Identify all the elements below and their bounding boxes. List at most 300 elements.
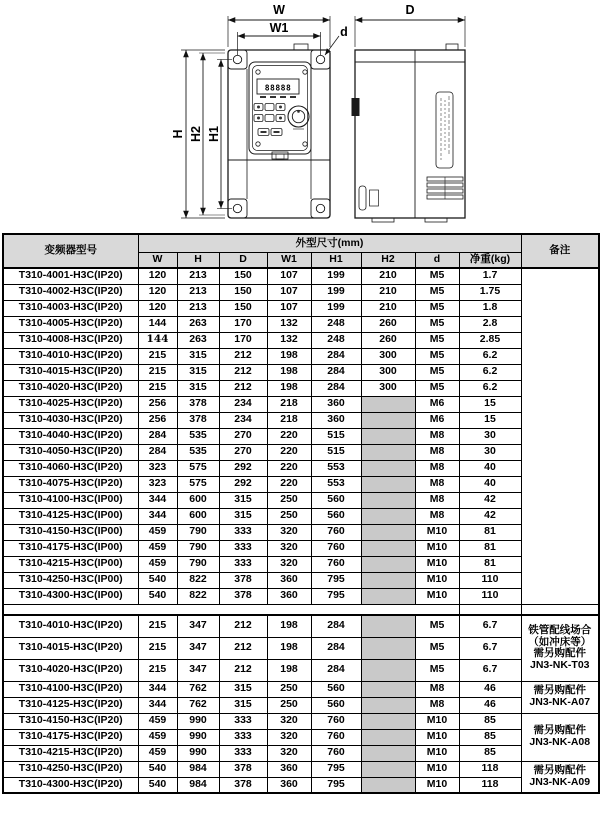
dim-cell: 990: [177, 745, 219, 761]
dim-label-w: W: [273, 3, 285, 17]
remark-line: JN3-NK-A08: [529, 736, 591, 748]
dim-label-h2: H2: [189, 126, 203, 142]
table-row: [3, 348, 599, 364]
dim-label-h1: H1: [207, 126, 221, 142]
dim-cell: 270: [219, 428, 267, 444]
dim-cell: M10: [415, 729, 459, 745]
model-cell: T310-4150-H3C(IP20): [3, 713, 138, 729]
weight-cell: 46: [459, 697, 521, 713]
dim-cell: [361, 681, 415, 697]
dim-label-w1: W1: [269, 21, 289, 35]
dim-cell: [361, 588, 415, 604]
side-view-dimensions: [355, 3, 465, 47]
dim-cell: M10: [415, 745, 459, 761]
dim-cell: 284: [311, 348, 361, 364]
dim-cell: 198: [267, 637, 311, 659]
dim-cell: 360: [267, 572, 311, 588]
table-row: [3, 713, 599, 729]
model-cell: T310-4025-H3C(IP20): [3, 396, 138, 412]
dim-cell: 284: [138, 428, 177, 444]
dim-cell: [361, 777, 415, 793]
table-row: [3, 316, 599, 332]
dim-cell: [361, 524, 415, 540]
table-row: [3, 659, 599, 681]
dim-cell: 575: [177, 460, 219, 476]
dim-cell: 320: [267, 556, 311, 572]
table-row: [3, 615, 599, 637]
dim-cell: 344: [138, 492, 177, 508]
model-cell: T310-4100-H3C(IP20): [3, 681, 138, 697]
weight-cell: 81: [459, 540, 521, 556]
dim-cell: 213: [177, 284, 219, 300]
dim-cell: 762: [177, 697, 219, 713]
dim-cell: 198: [267, 615, 311, 637]
model-cell: T310-4125-H3C(IP00): [3, 508, 138, 524]
dim-cell: 250: [267, 697, 311, 713]
model-cell: T310-4020-H3C(IP20): [3, 380, 138, 396]
model-cell: T310-4050-H3C(IP20): [3, 444, 138, 460]
dim-cell: 120: [138, 268, 177, 284]
dim-cell: 199: [311, 268, 361, 284]
dim-cell: 360: [267, 588, 311, 604]
model-cell: T310-4001-H3C(IP20): [3, 268, 138, 284]
model-cell: T310-4150-H3C(IP00): [3, 524, 138, 540]
dim-cell: 212: [219, 348, 267, 364]
dim-cell: 315: [177, 380, 219, 396]
table-row: [3, 761, 599, 777]
dim-cell: [361, 508, 415, 524]
dim-cell: [361, 713, 415, 729]
weight-cell: 6.7: [459, 637, 521, 659]
dim-column-header: d: [415, 252, 459, 268]
weight-cell: 40: [459, 460, 521, 476]
dim-cell: 459: [138, 540, 177, 556]
dim-cell: 459: [138, 713, 177, 729]
dim-cell: 198: [267, 659, 311, 681]
model-cell: T310-4300-H3C(IP00): [3, 588, 138, 604]
model-cell: T310-4075-H3C(IP20): [3, 476, 138, 492]
dim-cell: 990: [177, 713, 219, 729]
dim-cell: M5: [415, 380, 459, 396]
dim-cell: [361, 637, 415, 659]
dim-cell: [361, 615, 415, 637]
dim-column-header: D: [219, 252, 267, 268]
dim-cell: 198: [267, 364, 311, 380]
weight-cell: 30: [459, 444, 521, 460]
model-cell: T310-4005-H3C(IP20): [3, 316, 138, 332]
dim-cell: 250: [267, 681, 311, 697]
dim-cell: M6: [415, 412, 459, 428]
header-row: [3, 234, 599, 252]
weight-cell: 2.8: [459, 316, 521, 332]
dim-cell: 284: [311, 364, 361, 380]
weight-cell: 110: [459, 588, 521, 604]
dim-cell: 300: [361, 348, 415, 364]
model-cell: T310-4002-H3C(IP20): [3, 284, 138, 300]
model-cell: T310-4175-H3C(IP00): [3, 540, 138, 556]
dim-cell: 459: [138, 556, 177, 572]
table-row: [3, 412, 599, 428]
dim-cell: 540: [138, 572, 177, 588]
dim-cell: 213: [177, 268, 219, 284]
remark-line: JN3-NK-A07: [529, 696, 591, 708]
dim-label-d-hole: d: [340, 25, 348, 39]
table-row: [3, 476, 599, 492]
dim-cell: 212: [219, 637, 267, 659]
dim-cell: 540: [138, 777, 177, 793]
table-row: [3, 444, 599, 460]
dim-cell: 760: [311, 729, 361, 745]
table-row: [3, 556, 599, 572]
table-row: [3, 745, 599, 761]
table-row: [3, 300, 599, 316]
remark-cell: [521, 761, 599, 793]
dim-cell: 560: [311, 681, 361, 697]
dim-cell: 762: [177, 681, 219, 697]
dim-cell: M5: [415, 332, 459, 348]
dim-cell: M5: [415, 284, 459, 300]
dim-cell: 553: [311, 476, 361, 492]
dim-cell: 760: [311, 556, 361, 572]
dim-cell: 120: [138, 284, 177, 300]
dim-cell: 220: [267, 476, 311, 492]
dim-column-header: H: [177, 252, 219, 268]
table-body: [3, 268, 599, 793]
dim-cell: 540: [138, 588, 177, 604]
dim-cell: 212: [219, 364, 267, 380]
weight-cell: 2.85: [459, 332, 521, 348]
dim-cell: 323: [138, 476, 177, 492]
dim-cell: 378: [219, 588, 267, 604]
dim-cell: 215: [138, 637, 177, 659]
dim-cell: 210: [361, 284, 415, 300]
model-cell: T310-4250-H3C(IP20): [3, 761, 138, 777]
dim-cell: [361, 412, 415, 428]
weight-column-header: 净重(kg): [459, 252, 521, 268]
dim-cell: M10: [415, 588, 459, 604]
dim-cell: 212: [219, 380, 267, 396]
dim-cell: 107: [267, 300, 311, 316]
weight-cell: 118: [459, 761, 521, 777]
dim-cell: 795: [311, 777, 361, 793]
dim-cell: 553: [311, 460, 361, 476]
dim-column-header: H1: [311, 252, 361, 268]
dim-cell: M6: [415, 396, 459, 412]
dim-cell: 215: [138, 659, 177, 681]
dim-cell: 250: [267, 508, 311, 524]
weight-cell: 42: [459, 508, 521, 524]
model-cell: T310-4020-H3C(IP20): [3, 659, 138, 681]
dimensions-table: [2, 233, 600, 794]
dim-cell: 320: [267, 540, 311, 556]
model-cell: T310-4008-H3C(IP20): [3, 332, 138, 348]
dim-cell: 270: [219, 444, 267, 460]
dim-cell: 360: [267, 761, 311, 777]
dim-cell: [361, 729, 415, 745]
dim-cell: 790: [177, 524, 219, 540]
dim-cell: 459: [138, 524, 177, 540]
table-row: [3, 508, 599, 524]
dim-cell: 760: [311, 713, 361, 729]
dim-cell: 248: [311, 316, 361, 332]
dim-cell: 144: [138, 316, 177, 332]
dim-cell: M5: [415, 300, 459, 316]
dim-cell: 560: [311, 508, 361, 524]
dim-cell: 333: [219, 524, 267, 540]
remark-line: 需另购配件: [533, 764, 586, 777]
table-row: [3, 428, 599, 444]
dim-cell: 347: [177, 615, 219, 637]
dim-cell: 292: [219, 476, 267, 492]
table-row: [3, 396, 599, 412]
dim-cell: 360: [311, 412, 361, 428]
dim-cell: 790: [177, 540, 219, 556]
dim-cell: 459: [138, 729, 177, 745]
remark-line: 需另购配件: [533, 724, 586, 737]
dim-cell: 300: [361, 364, 415, 380]
remark-cell: [521, 681, 599, 713]
dim-cell: 215: [138, 364, 177, 380]
dim-cell: 990: [177, 729, 219, 745]
dim-cell: 234: [219, 412, 267, 428]
dim-label-depth: D: [405, 3, 415, 17]
dim-cell: 220: [267, 460, 311, 476]
model-cell: T310-4015-H3C(IP20): [3, 637, 138, 659]
dim-cell: [361, 697, 415, 713]
dim-cell: 215: [138, 615, 177, 637]
dim-cell: 984: [177, 777, 219, 793]
dim-cell: 284: [311, 659, 361, 681]
dim-cell: [361, 428, 415, 444]
weight-cell: 42: [459, 492, 521, 508]
weight-cell: 6.2: [459, 348, 521, 364]
dim-cell: [361, 540, 415, 556]
weight-cell: 85: [459, 729, 521, 745]
dim-cell: [361, 476, 415, 492]
model-cell: T310-4060-H3C(IP20): [3, 460, 138, 476]
model-cell: T310-4300-H3C(IP20): [3, 777, 138, 793]
dim-cell: 198: [267, 380, 311, 396]
table-row: [3, 588, 599, 604]
weight-cell: 118: [459, 777, 521, 793]
weight-cell: 1.75: [459, 284, 521, 300]
dim-cell: 459: [138, 745, 177, 761]
dim-cell: 212: [219, 659, 267, 681]
remark-line: （如冲床等）: [528, 635, 592, 648]
dim-cell: 284: [311, 380, 361, 396]
dim-cell: 360: [311, 396, 361, 412]
dim-cell: M8: [415, 697, 459, 713]
model-cell: T310-4003-H3C(IP20): [3, 300, 138, 316]
table-header: [3, 234, 599, 268]
table-row: [3, 540, 599, 556]
dim-cell: 212: [219, 615, 267, 637]
separator-cell: [459, 604, 521, 615]
dim-cell: [361, 492, 415, 508]
remark-line: 需另购配件: [533, 684, 586, 697]
dim-cell: 132: [267, 332, 311, 348]
weight-cell: 81: [459, 556, 521, 572]
dim-cell: 320: [267, 729, 311, 745]
dim-cell: 347: [177, 637, 219, 659]
dim-cell: 248: [311, 332, 361, 348]
dim-cell: 795: [311, 572, 361, 588]
dim-cell: 535: [177, 428, 219, 444]
dim-cell: 333: [219, 540, 267, 556]
dimensions-group-header: 外型尺寸(mm): [138, 234, 521, 252]
dim-cell: M10: [415, 761, 459, 777]
weight-cell: 85: [459, 745, 521, 761]
dim-cell: 822: [177, 572, 219, 588]
remark-cell-empty: [521, 268, 599, 604]
dim-cell: 760: [311, 524, 361, 540]
dim-cell: 315: [177, 348, 219, 364]
dim-cell: M8: [415, 460, 459, 476]
dim-cell: 535: [177, 444, 219, 460]
dim-cell: M8: [415, 444, 459, 460]
dim-cell: 260: [361, 316, 415, 332]
dim-cell: 344: [138, 508, 177, 524]
model-cell: T310-4030-H3C(IP20): [3, 412, 138, 428]
weight-cell: 40: [459, 476, 521, 492]
weight-cell: 30: [459, 428, 521, 444]
remark-line: JN3-NK-T03: [529, 658, 590, 671]
remark-cell: [521, 615, 599, 681]
weight-cell: 110: [459, 572, 521, 588]
dim-cell: 795: [311, 588, 361, 604]
dim-cell: [361, 396, 415, 412]
dim-cell: M5: [415, 364, 459, 380]
weight-cell: 6.2: [459, 380, 521, 396]
table-row: [3, 332, 599, 348]
weight-cell: 46: [459, 681, 521, 697]
dim-cell: M10: [415, 540, 459, 556]
model-cell: T310-4015-H3C(IP20): [3, 364, 138, 380]
table-row: [3, 697, 599, 713]
dim-cell: 323: [138, 460, 177, 476]
dim-cell: 347: [177, 659, 219, 681]
dim-cell: 560: [311, 697, 361, 713]
dim-cell: 760: [311, 745, 361, 761]
dim-cell: 215: [138, 348, 177, 364]
dim-cell: M8: [415, 492, 459, 508]
dim-cell: 256: [138, 396, 177, 412]
dim-cell: M10: [415, 777, 459, 793]
weight-cell: 81: [459, 524, 521, 540]
dim-cell: 790: [177, 556, 219, 572]
model-column-header: 变频器型号: [3, 234, 138, 268]
dim-cell: 199: [311, 300, 361, 316]
table-row: [3, 681, 599, 697]
dim-cell: 263: [177, 332, 219, 348]
dim-cell: 315: [219, 492, 267, 508]
dim-cell: 984: [177, 761, 219, 777]
weight-cell: 85: [459, 713, 521, 729]
table-row: [3, 572, 599, 588]
dim-cell: 250: [267, 492, 311, 508]
dim-cell: 360: [267, 777, 311, 793]
dim-cell: 170: [219, 316, 267, 332]
dim-cell: 333: [219, 729, 267, 745]
model-cell: T310-4125-H3C(IP20): [3, 697, 138, 713]
dim-cell: 575: [177, 476, 219, 492]
dim-cell: 150: [219, 284, 267, 300]
dim-cell: 234: [219, 396, 267, 412]
table-row: [3, 524, 599, 540]
dim-cell: 199: [311, 284, 361, 300]
dim-cell: 315: [177, 364, 219, 380]
weight-cell: 6.7: [459, 615, 521, 637]
dim-cell: 378: [177, 412, 219, 428]
dim-cell: 256: [138, 412, 177, 428]
dim-cell: 132: [267, 316, 311, 332]
remark-column-header: 备注: [521, 234, 599, 268]
dim-cell: 213: [177, 300, 219, 316]
dim-cell: 333: [219, 556, 267, 572]
dim-cell: M10: [415, 713, 459, 729]
dim-cell: 220: [267, 428, 311, 444]
dim-label-h: H: [171, 129, 185, 139]
dim-cell: 822: [177, 588, 219, 604]
dim-cell: 378: [219, 761, 267, 777]
table-row: [3, 284, 599, 300]
model-cell: T310-4250-H3C(IP00): [3, 572, 138, 588]
dim-cell: M8: [415, 476, 459, 492]
dim-cell: M10: [415, 556, 459, 572]
model-cell: T310-4040-H3C(IP20): [3, 428, 138, 444]
dim-cell: 150: [219, 268, 267, 284]
dim-cell: M5: [415, 316, 459, 332]
dim-cell: 215: [138, 380, 177, 396]
outline-dimension-drawing: [0, 0, 600, 233]
dim-column-header: W1: [267, 252, 311, 268]
dim-cell: 220: [267, 444, 311, 460]
dim-cell: 320: [267, 713, 311, 729]
table-row: [3, 380, 599, 396]
model-cell: T310-4215-H3C(IP00): [3, 556, 138, 572]
dim-cell: 515: [311, 444, 361, 460]
dim-cell: 344: [138, 697, 177, 713]
dim-cell: 600: [177, 492, 219, 508]
front-view: [228, 44, 330, 218]
dim-cell: 560: [311, 492, 361, 508]
dim-cell: 760: [311, 540, 361, 556]
dim-cell: 320: [267, 745, 311, 761]
dim-cell: 107: [267, 268, 311, 284]
model-cell: T310-4010-H3C(IP20): [3, 348, 138, 364]
dim-cell: 292: [219, 460, 267, 476]
dim-cell: 515: [311, 428, 361, 444]
dim-cell: 600: [177, 508, 219, 524]
dim-cell: 150: [219, 300, 267, 316]
weight-cell: 15: [459, 396, 521, 412]
dim-cell: 333: [219, 713, 267, 729]
dim-cell: 320: [267, 524, 311, 540]
dim-cell: 210: [361, 300, 415, 316]
dim-cell: 315: [219, 681, 267, 697]
dim-cell: [361, 659, 415, 681]
dim-cell: 120: [138, 300, 177, 316]
dim-cell: 344: [138, 681, 177, 697]
dim-cell: [361, 460, 415, 476]
table-row: [3, 637, 599, 659]
dim-cell: 795: [311, 761, 361, 777]
table-row: [3, 268, 599, 284]
separator-row: [3, 604, 599, 615]
dim-cell: 210: [361, 268, 415, 284]
dim-cell: M5: [415, 637, 459, 659]
dim-cell: 284: [138, 444, 177, 460]
